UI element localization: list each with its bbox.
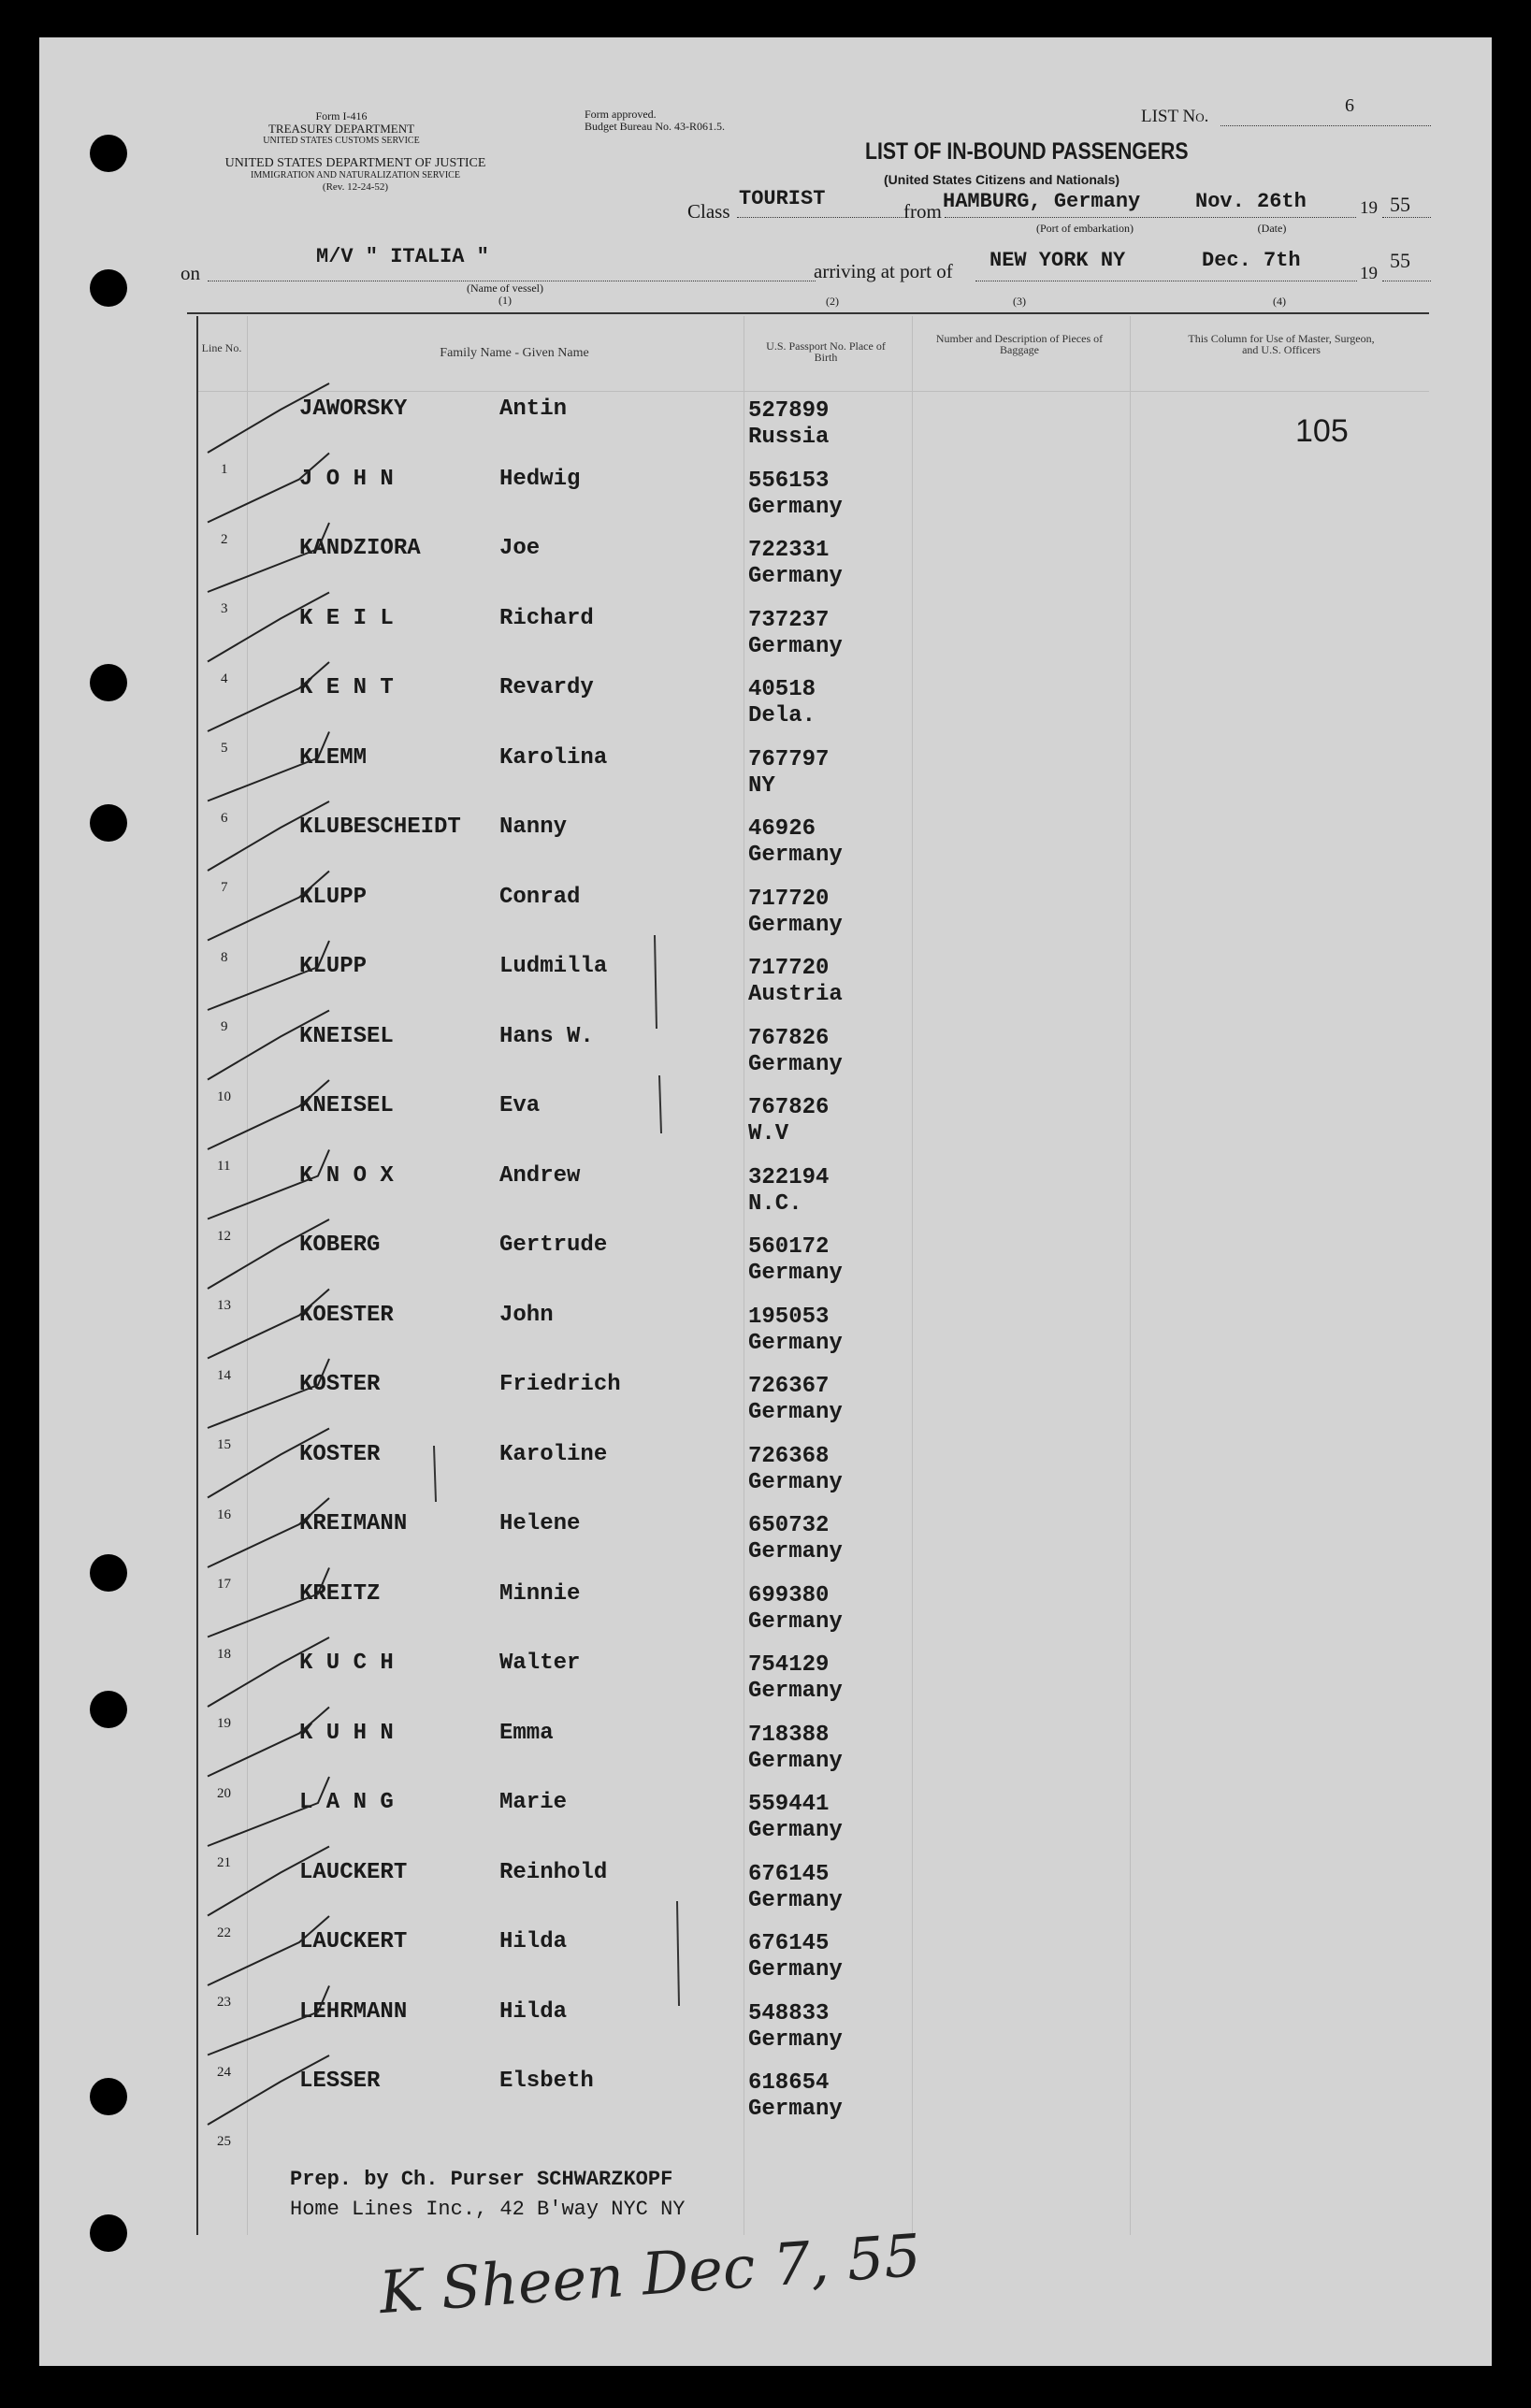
passport-number: 767797 [748,746,830,772]
passport-number: 527899 [748,398,830,424]
pencil-tick [677,1901,679,2006]
place-of-birth: Germany [748,1400,843,1425]
pencil-tick [655,935,657,1029]
family-name: KNEISEL [299,1093,394,1118]
given-name: Walter [499,1651,581,1676]
given-name: Hilda [499,1998,568,2025]
passport-number: 737237 [748,607,830,633]
page-subtitle: (United States Citizens and Nationals) [884,172,1120,187]
handwritten-signature: K Sheen Dec 7, 55 [377,2220,923,2328]
family-name: LAUCKERT [299,1929,408,1954]
family-name: K E I L [299,605,394,631]
family-name: KOSTER [299,1441,381,1467]
passport-number: 699380 [748,1582,830,1608]
check-mark [208,1777,329,1846]
line-number: 2 [221,531,228,547]
place-of-birth: W.V [748,1121,789,1146]
given-name: Hans W. [499,1023,594,1049]
vessel-name: M/V " ITALIA " [316,245,489,268]
passport-number: 195053 [748,1304,830,1330]
line-number: 3 [221,601,228,616]
shipping-agent: Home Lines Inc., 42 B'way NYC NY [290,2198,686,2221]
line-number: 21 [217,1855,231,1870]
justice-dept: UNITED STATES DEPARTMENT OF JUSTICE [224,156,486,170]
check-mark [208,1359,329,1428]
given-name: Eva [499,1093,541,1118]
place-of-birth: Germany [748,2026,843,2053]
passport-number: 717720 [748,886,830,912]
line-number: 18 [217,1646,231,1662]
check-mark [208,593,329,662]
given-name: Reinhold [499,1859,608,1885]
family-name: LESSER [299,2069,381,2094]
line-number: 22 [217,1925,231,1940]
family-name: K E N T [299,675,394,700]
check-mark [208,662,329,731]
place-of-birth: Germany [748,1608,843,1635]
check-mark [208,1498,329,1567]
passport-number: 722331 [748,538,830,563]
ins-name: IMMIGRATION AND NATURALIZATION SERVICE [251,170,460,180]
family-name: K U C H [299,1651,394,1676]
line-number: 19 [217,1716,231,1731]
port-embarkation-label: (Port of embarkation) [1036,222,1134,235]
family-name: K U H N [299,1720,394,1746]
line-number: 12 [217,1228,231,1244]
list-no-label: LIST No. [1141,107,1209,126]
passport-number: 676145 [748,1861,830,1887]
place-of-birth: Germany [748,564,843,589]
given-name: Conrad [499,884,581,910]
column-number-2: (2) [826,295,839,308]
family-name: L A N G [299,1790,394,1815]
line-number: 25 [217,2134,231,2149]
column-header-line-no: Line No. [201,341,242,354]
given-name: Revardy [499,675,594,700]
check-mark [208,1290,329,1359]
place-of-birth: Germany [748,1887,843,1913]
customs-service: UNITED STATES CUSTOMS SERVICE [263,136,420,146]
passport-number: 40518 [748,677,816,702]
check-mark [208,1150,329,1219]
given-name: Elsbeth [499,2069,594,2094]
family-name: KANDZIORA [299,536,421,561]
column-number-3: (3) [1013,295,1026,308]
column-number-4: (4) [1273,295,1286,308]
line-number: 17 [217,1577,231,1592]
given-name: Helene [499,1511,581,1536]
pencil-tick [434,1446,436,1502]
line-number: 11 [217,1159,231,1174]
line-number: 5 [221,741,228,756]
place-of-birth: Germany [748,633,843,659]
family-name: KNEISEL [299,1023,394,1049]
check-mark [208,732,329,801]
passport-number: 46926 [748,816,816,842]
check-mark [208,1568,329,1637]
given-name: Hilda [499,1929,568,1954]
passport-number: 767826 [748,1095,830,1120]
date-label: (Date) [1257,222,1287,235]
line-number: 9 [221,1019,228,1034]
given-name: Antin [499,397,568,422]
place-of-birth: Germany [748,1539,843,1564]
place-of-birth: Austria [748,982,843,1007]
check-mark [208,1916,329,1985]
line-number: 10 [217,1089,231,1104]
check-mark [208,1011,329,1080]
passport-number: 322194 [748,1164,830,1190]
form-id: Form I-416 [315,109,368,123]
place-of-birth: Germany [748,1679,843,1704]
family-name: J O H N [299,466,394,492]
line-number: 14 [217,1367,231,1383]
family-name: KOESTER [299,1302,394,1328]
from-date: Nov. 26th [1195,190,1307,213]
form-approved: Form approved. [585,108,657,121]
from-year: 55 [1390,193,1410,216]
check-mark [208,1986,329,2055]
arrival-port: NEW YORK NY [989,249,1126,272]
arrival-date: Dec. 7th [1202,249,1301,272]
place-of-birth: Germany [748,2097,843,2122]
line-number: 8 [221,949,228,965]
place-of-birth: Germany [748,912,843,938]
passport-number: 767826 [748,1025,830,1051]
year-prefix-2: 19 [1360,264,1378,283]
arrival-year: 55 [1390,249,1410,272]
given-name: Joe [499,536,541,561]
place-of-birth: Germany [748,1051,843,1077]
passport-number: 650732 [748,1513,830,1538]
given-name: Emma [499,1720,554,1746]
passport-number: 548833 [748,2000,830,2026]
family-name: KLUPP [299,884,368,910]
family-name: KREIMANN [299,1511,408,1536]
officer-note: 105 [1295,413,1349,449]
check-mark [208,2055,329,2125]
passport-number: 726367 [748,1374,830,1399]
passport-number: 560172 [748,1234,830,1260]
prepared-by: Prep. by Ch. Purser SCHWARZKOPF [290,2168,673,2191]
check-mark [208,1219,329,1289]
passport-number: 726368 [748,1443,830,1469]
place-of-birth: Germany [748,1957,843,1983]
check-mark [208,1847,329,1916]
passport-number: 676145 [748,1931,830,1956]
passport-number: 556153 [748,468,830,494]
line-number: 24 [217,2064,231,2080]
family-name: JAWORSKY [299,397,408,422]
place-of-birth: Dela. [748,703,816,728]
family-name: KLUBESCHEIDT [299,815,461,840]
line-number: 20 [217,1785,231,1801]
given-name: Ludmilla [499,954,608,979]
family-name: KOBERG [299,1233,381,1258]
column-header-passport: U.S. Passport No. Place of Birth [766,339,886,364]
check-mark [208,941,329,1010]
given-name: Minnie [499,1580,581,1607]
line-number: 1 [221,462,228,477]
column-header-officers: This Column for Use of Master, Surgeon, and U.S. Officers [1188,332,1375,356]
line-number: 23 [217,1995,231,2010]
treasury-dept: TREASURY DEPARTMENT [267,122,415,136]
family-name: KLEMM [299,744,368,771]
given-name: Gertrude [499,1233,608,1258]
family-name: KREITZ [299,1580,381,1607]
place-of-birth: Germany [748,1469,843,1495]
check-mark [208,454,329,523]
family-name: KLUPP [299,954,368,979]
line-number: 4 [221,670,228,686]
check-mark [208,1080,329,1149]
place-of-birth: Germany [748,1748,843,1774]
vessel-caption: (Name of vessel) [467,281,543,295]
given-name: John [499,1302,554,1328]
budget-bureau: Budget Bureau No. 43-R061.5. [585,120,725,133]
on-label: on [181,262,200,284]
column-header-baggage: Number and Description of Pieces of Baggage [935,332,1104,356]
line-number: 7 [221,880,228,895]
place-of-birth: Germany [748,1330,843,1356]
arriving-label: arriving at port of [814,260,953,282]
place-of-birth: Germany [748,843,843,868]
check-mark [208,1429,329,1498]
given-name: Marie [499,1790,568,1815]
given-name: Richard [499,605,594,631]
place-of-birth: Germany [748,494,843,520]
family-name: LEHRMANN [299,1998,408,2025]
line-number: 15 [217,1437,231,1452]
family-name: K N O X [299,1162,394,1189]
list-no-value: 6 [1345,95,1354,116]
place-of-birth: Germany [748,1261,843,1286]
form-rev: (Rev. 12-24-52) [322,181,389,193]
passport-number: 717720 [748,956,830,981]
given-name: Karoline [499,1441,608,1467]
family-name: LAUCKERT [299,1859,408,1885]
place-of-birth: Russia [748,425,830,450]
from-port: HAMBURG, Germany [943,190,1141,213]
line-number: 6 [221,810,228,826]
passport-number: 618654 [748,2070,830,2096]
given-name: Karolina [499,744,608,771]
line-number: 13 [217,1298,231,1313]
passport-number: 559441 [748,1792,830,1817]
place-of-birth: NY [748,772,775,799]
check-mark [208,801,329,871]
check-mark [208,523,329,592]
given-name: Friedrich [499,1372,621,1397]
column-header-name: Family Name - Given Name [440,346,589,360]
vessel-column-number: (1) [498,294,512,307]
check-mark [208,1637,329,1707]
place-of-birth: N.C. [748,1190,802,1217]
place-of-birth: Germany [748,1818,843,1843]
year-prefix: 19 [1360,198,1378,218]
from-label: from [903,200,942,223]
passport-number: 754129 [748,1652,830,1678]
check-mark [208,383,329,453]
check-mark [208,1708,329,1777]
given-name: Hedwig [499,466,581,492]
page-title: LIST OF IN-BOUND PASSENGERS [865,138,1189,165]
pencil-tick [659,1075,661,1133]
family-name: KOSTER [299,1372,381,1397]
line-number: 16 [217,1507,231,1522]
given-name: Andrew [499,1162,581,1189]
passport-number: 718388 [748,1722,830,1748]
given-name: Nanny [499,815,568,840]
class-label: Class [687,200,730,223]
class-value: TOURIST [739,187,826,210]
check-mark [208,872,329,941]
